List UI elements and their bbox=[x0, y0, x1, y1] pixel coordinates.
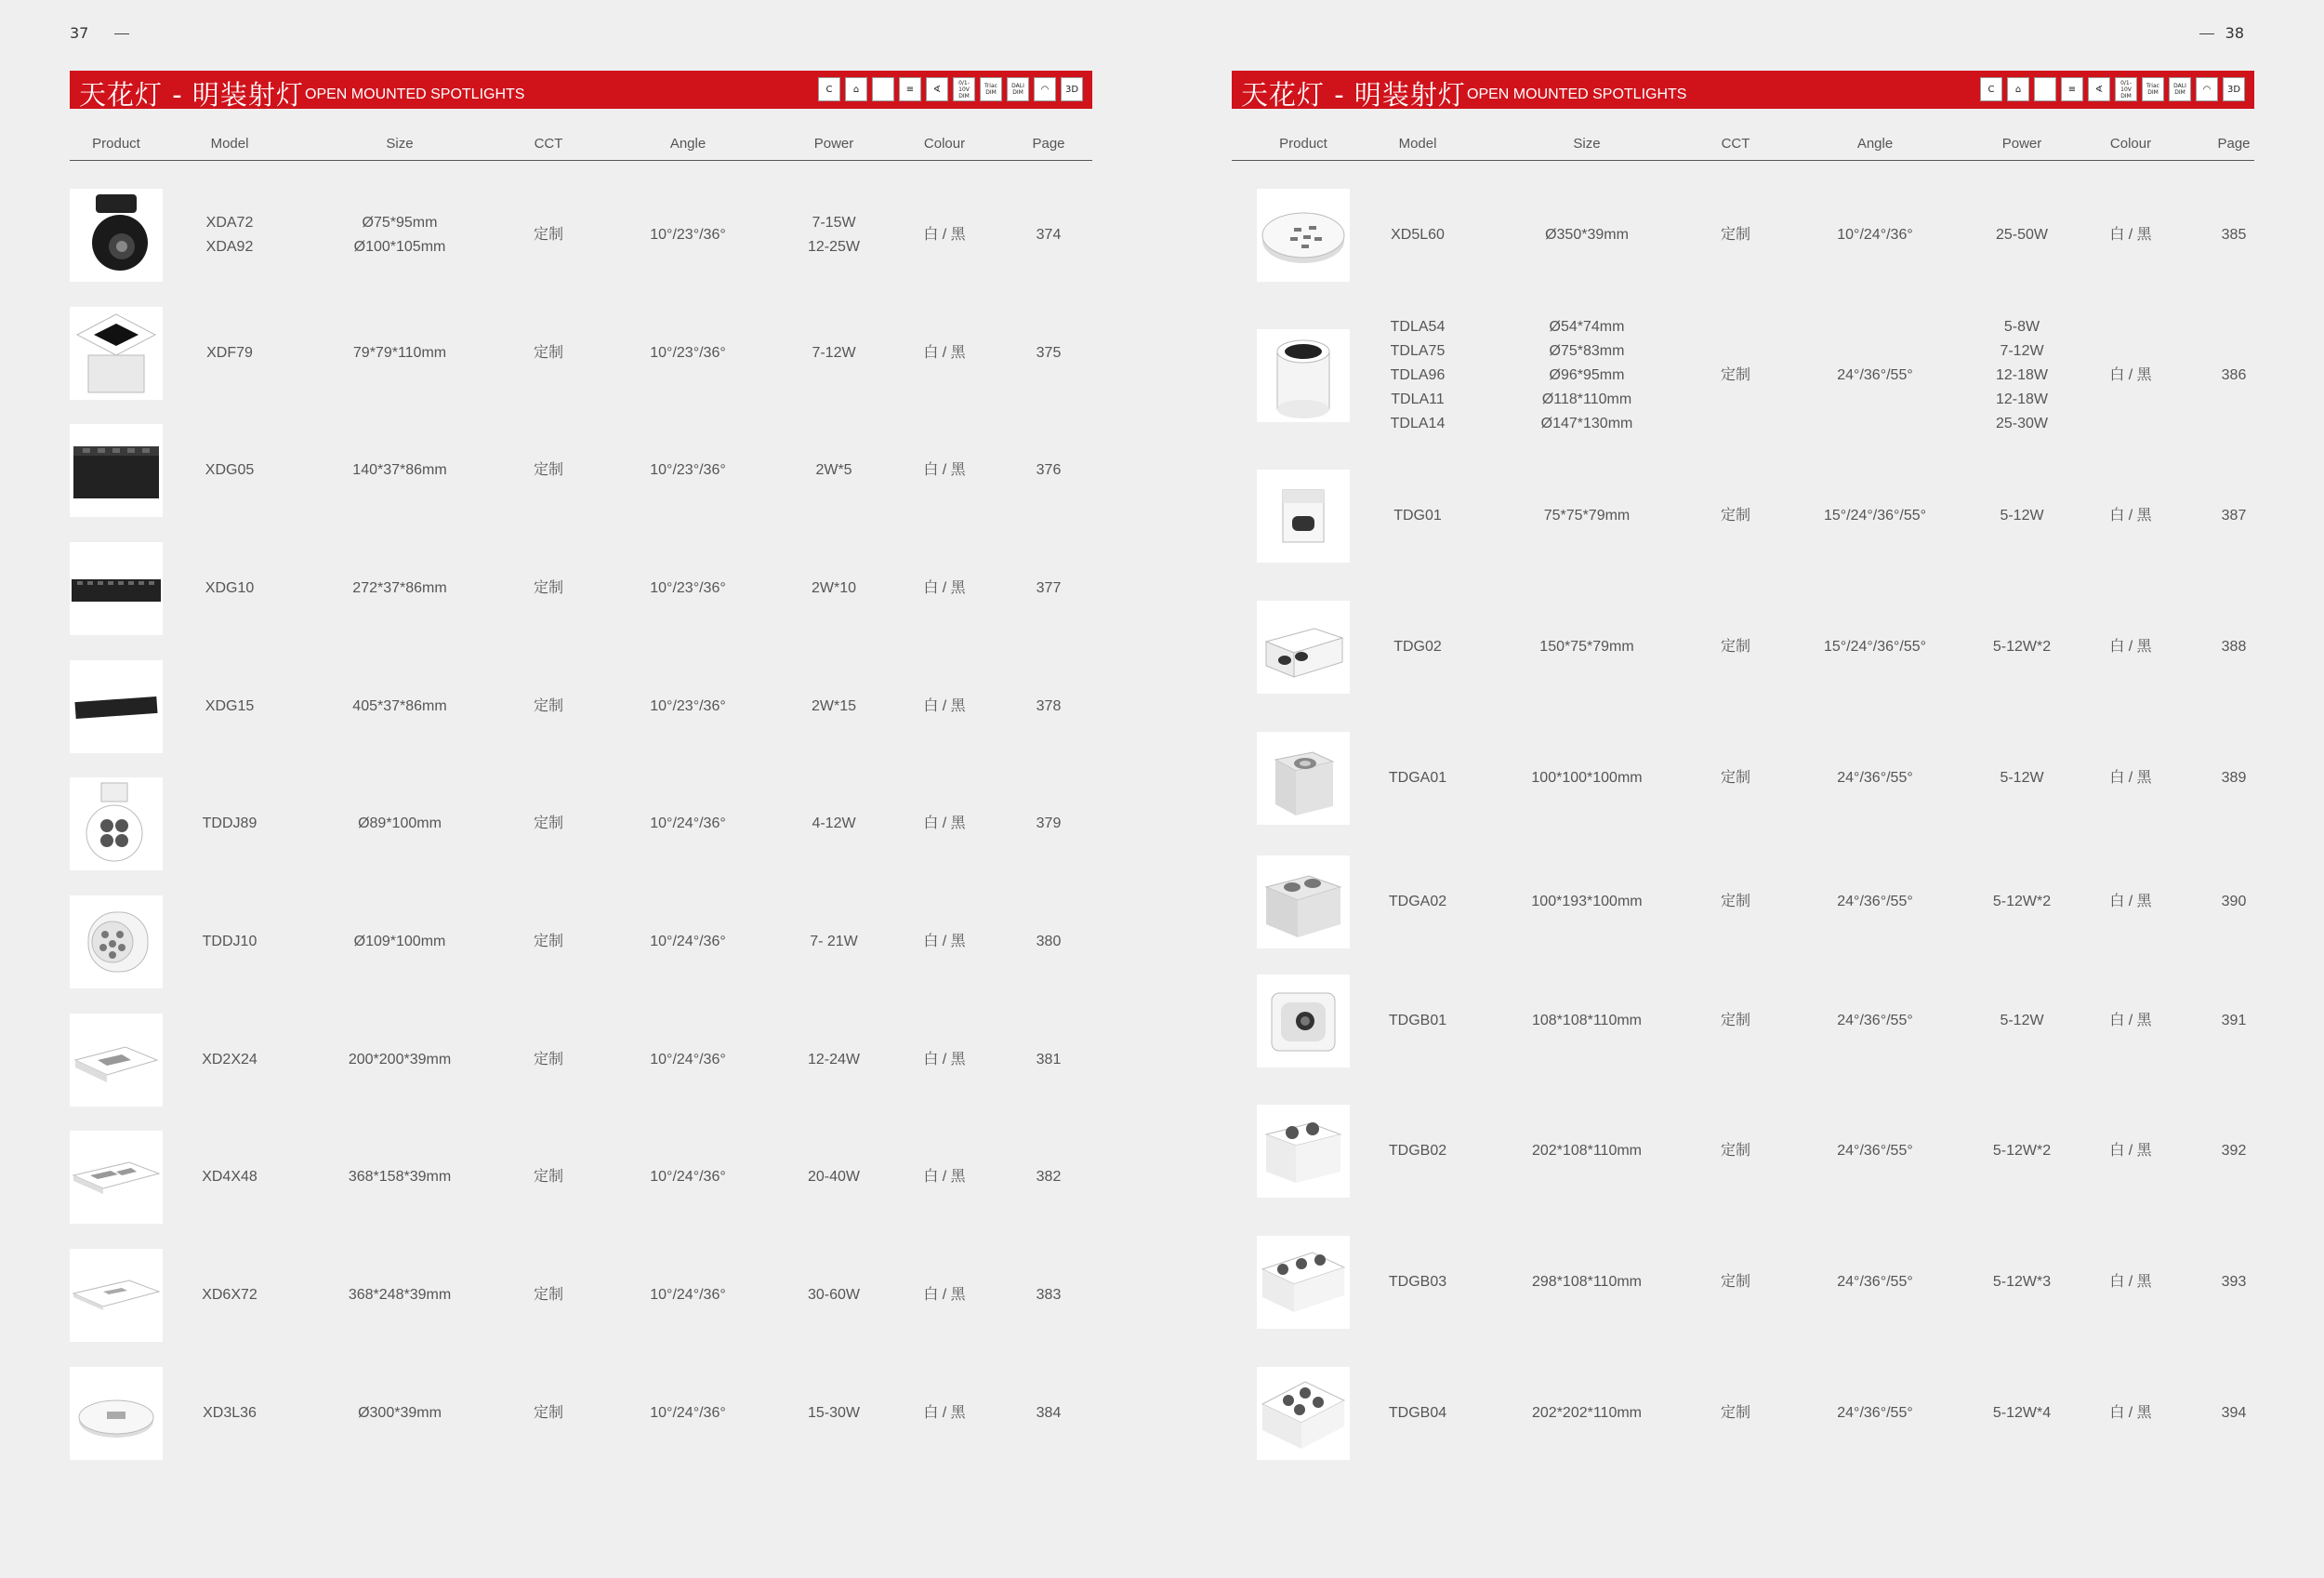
cell-angle: 24°/36°/55° bbox=[1837, 367, 1913, 383]
product-thumbnail bbox=[1257, 601, 1350, 694]
cell-page: 377 bbox=[1036, 580, 1062, 596]
cell-cct: 定制 bbox=[1720, 1274, 1751, 1290]
cell-line: 25-50W bbox=[1995, 227, 2049, 243]
cell-page: 380 bbox=[1036, 934, 1062, 949]
cell-line: 5-12W*2 bbox=[1992, 1143, 2052, 1159]
cell-line: XDA72 bbox=[205, 215, 254, 231]
cell-size bbox=[1532, 1139, 1642, 1163]
cell-angle: 24°/36°/55° bbox=[1837, 1274, 1913, 1290]
feature-icons bbox=[818, 77, 1083, 101]
cell-angle: 24°/36°/55° bbox=[1837, 770, 1913, 786]
column-header-colour: Colour bbox=[2109, 136, 2152, 152]
dali-dim-icon: DALI DIM bbox=[2169, 77, 2191, 101]
cell-angle: 10°/23°/36° bbox=[650, 580, 726, 596]
cell-power bbox=[812, 577, 856, 601]
cell-line: 5-12W*2 bbox=[1992, 639, 2052, 655]
cell-line: 298*108*110mm bbox=[1531, 1274, 1643, 1290]
cell-line: 30-60W bbox=[807, 1287, 861, 1303]
house-icon: ⌂ bbox=[2007, 77, 2029, 101]
cell-colour: 白 / 黑 bbox=[923, 580, 966, 596]
blank-icon bbox=[2034, 77, 2056, 101]
cell-angle: 24°/36°/55° bbox=[1837, 894, 1913, 909]
cell-page: 381 bbox=[1036, 1052, 1062, 1067]
cell-line: 5-12W bbox=[2000, 1013, 2044, 1028]
cell-model bbox=[1389, 1270, 1446, 1294]
column-header-model: Model bbox=[210, 136, 249, 152]
cell-page: 383 bbox=[1036, 1287, 1062, 1303]
cell-line: TDLA75 bbox=[1390, 343, 1446, 359]
cell-power bbox=[2000, 766, 2043, 790]
product-thumbnail bbox=[70, 542, 163, 635]
product-thumbnail bbox=[1257, 329, 1350, 422]
cell-power bbox=[2000, 504, 2043, 528]
cell-colour: 白 / 黑 bbox=[923, 1169, 966, 1185]
cell-colour: 白 / 黑 bbox=[2109, 894, 2152, 909]
cell-power bbox=[1993, 1401, 2051, 1426]
cell-power bbox=[812, 695, 856, 719]
product-thumbnail bbox=[1257, 1105, 1350, 1198]
cell-size bbox=[1539, 635, 1633, 659]
product-thumbnail bbox=[1257, 732, 1350, 825]
cell-page: 386 bbox=[2221, 367, 2247, 383]
cell-cct: 定制 bbox=[533, 1287, 564, 1303]
cell-page: 382 bbox=[1036, 1169, 1062, 1185]
cell-cct: 定制 bbox=[1720, 894, 1751, 909]
cell-colour: 白 / 黑 bbox=[2109, 639, 2152, 655]
column-header-size: Size bbox=[386, 136, 414, 152]
cell-line: 150*75*79mm bbox=[1539, 639, 1634, 655]
cell-line: TDLA96 bbox=[1390, 367, 1446, 383]
cell-line: Ø96*95mm bbox=[1549, 367, 1625, 383]
cell-page: 385 bbox=[2221, 227, 2247, 243]
page-number-text: 38 bbox=[2225, 24, 2244, 42]
cell-line: TDGA02 bbox=[1388, 894, 1447, 909]
cell-model bbox=[202, 1048, 257, 1072]
product-thumbnail bbox=[1257, 855, 1350, 948]
cell-line: XD5L60 bbox=[1391, 227, 1445, 243]
cell-angle: 10°/24°/36° bbox=[650, 1405, 726, 1421]
cell-model bbox=[1389, 1009, 1446, 1033]
cell-power bbox=[808, 1165, 860, 1189]
cell-line: 368*158*39mm bbox=[348, 1169, 452, 1185]
cell-model bbox=[205, 458, 254, 483]
cell-size bbox=[1544, 504, 1631, 528]
cell-angle: 24°/36°/55° bbox=[1837, 1143, 1913, 1159]
cell-line: Ø75*83mm bbox=[1549, 343, 1625, 359]
cell-cct: 定制 bbox=[533, 227, 564, 243]
cell-line: 272*37*86mm bbox=[352, 580, 447, 596]
cell-line: 200*200*39mm bbox=[348, 1052, 452, 1067]
cell-line: XDG05 bbox=[205, 462, 255, 478]
product-thumbnail bbox=[1257, 1236, 1350, 1329]
column-header-angle: Angle bbox=[669, 136, 706, 152]
cell-model bbox=[1389, 1139, 1446, 1163]
angle-icon: ∢ bbox=[2088, 77, 2110, 101]
cell-model bbox=[203, 812, 257, 836]
cell-page: 375 bbox=[1036, 345, 1062, 361]
cell-page: 384 bbox=[1036, 1405, 1062, 1421]
cell-page: 379 bbox=[1036, 816, 1062, 831]
3d-icon: 3D bbox=[2223, 77, 2245, 101]
cell-model bbox=[1389, 766, 1446, 790]
cell-model bbox=[1391, 223, 1445, 247]
cell-size bbox=[354, 211, 446, 259]
cell-angle: 10°/24°/36° bbox=[650, 934, 726, 949]
cell-line: 20-40W bbox=[807, 1169, 861, 1185]
cell-cct: 定制 bbox=[533, 580, 564, 596]
cell-line: 7- 21W bbox=[810, 934, 858, 949]
section-banner bbox=[70, 71, 1092, 109]
product-thumbnail bbox=[1257, 975, 1350, 1067]
cell-line: XDA92 bbox=[205, 239, 254, 255]
dim-0-10v-icon: 0/1-10V DIM bbox=[2115, 77, 2137, 101]
cell-model bbox=[205, 577, 254, 601]
cell-colour: 白 / 黑 bbox=[923, 345, 966, 361]
cell-angle: 10°/24°/36° bbox=[650, 1169, 726, 1185]
cell-cct: 定制 bbox=[533, 1405, 564, 1421]
3d-icon: 3D bbox=[1061, 77, 1083, 101]
cell-angle: 24°/36°/55° bbox=[1837, 1405, 1913, 1421]
cell-cct: 定制 bbox=[1720, 367, 1751, 383]
cell-line: 2W*15 bbox=[811, 698, 857, 714]
cell-power bbox=[812, 812, 855, 836]
cell-colour: 白 / 黑 bbox=[2109, 770, 2152, 786]
cell-colour: 白 / 黑 bbox=[923, 934, 966, 949]
product-thumbnail bbox=[70, 424, 163, 517]
cell-line: XD3L36 bbox=[203, 1405, 257, 1421]
cell-line: 368*248*39mm bbox=[348, 1287, 452, 1303]
cell-power bbox=[2000, 1009, 2043, 1033]
cell-line: XD6X72 bbox=[202, 1287, 257, 1303]
cell-angle: 10°/23°/36° bbox=[650, 345, 726, 361]
column-header-cct: CCT bbox=[534, 136, 563, 152]
cell-line: Ø118*110mm bbox=[1541, 391, 1632, 407]
cell-line: 2W*10 bbox=[811, 580, 857, 596]
cell-page: 393 bbox=[2221, 1274, 2247, 1290]
left-catalog-page bbox=[70, 0, 1092, 1578]
feature-icons bbox=[1980, 77, 2245, 101]
cell-cct: 定制 bbox=[1720, 639, 1751, 655]
cell-line: TDGA01 bbox=[1388, 770, 1447, 786]
cell-angle: 10°/24°/36° bbox=[1837, 227, 1913, 243]
cell-model bbox=[203, 930, 257, 954]
cell-page: 378 bbox=[1036, 698, 1062, 714]
ccc-icon: C bbox=[1980, 77, 2002, 101]
dim-0-10v-icon: 0/1-10V DIM bbox=[953, 77, 975, 101]
cell-line: Ø350*39mm bbox=[1545, 227, 1629, 243]
blank-icon bbox=[872, 77, 894, 101]
cell-line: 7-12W bbox=[2000, 343, 2044, 359]
cell-model bbox=[1393, 635, 1442, 659]
cell-line: TDG01 bbox=[1393, 508, 1442, 524]
cell-size bbox=[1531, 766, 1642, 790]
cell-angle: 24°/36°/55° bbox=[1837, 1013, 1913, 1028]
cell-line: Ø100*105mm bbox=[353, 239, 446, 255]
cell-line: 15-30W bbox=[807, 1405, 861, 1421]
cell-cct: 定制 bbox=[533, 816, 564, 831]
cell-cct: 定制 bbox=[1720, 1143, 1751, 1159]
cell-page: 388 bbox=[2221, 639, 2247, 655]
product-thumbnail bbox=[70, 777, 163, 870]
cell-power bbox=[1996, 223, 2048, 247]
cell-page: 392 bbox=[2221, 1143, 2247, 1159]
cell-size bbox=[1532, 1270, 1642, 1294]
cell-line: 25-30W bbox=[1995, 416, 2049, 431]
cell-line: 405*37*86mm bbox=[352, 698, 447, 714]
cell-size bbox=[353, 341, 446, 365]
cell-power bbox=[810, 930, 858, 954]
cell-size bbox=[1531, 890, 1642, 914]
ccc-icon: C bbox=[818, 77, 840, 101]
cell-power bbox=[1993, 890, 2051, 914]
cell-size bbox=[352, 458, 446, 483]
section-title-cn: 天花灯 - 明装射灯 bbox=[79, 79, 304, 111]
triac-dim-icon: Triac DIM bbox=[2142, 77, 2164, 101]
product-thumbnail bbox=[70, 1131, 163, 1224]
cell-size bbox=[352, 577, 446, 601]
cell-size bbox=[1532, 1009, 1642, 1033]
cell-cct: 定制 bbox=[1720, 1013, 1751, 1028]
column-header-product: Product bbox=[1279, 136, 1327, 152]
cell-page: 389 bbox=[2221, 770, 2247, 786]
cell-page: 390 bbox=[2221, 894, 2247, 909]
cell-line: 7-12W bbox=[812, 345, 856, 361]
cell-page: 394 bbox=[2221, 1405, 2247, 1421]
cell-page: 391 bbox=[2221, 1013, 2247, 1028]
column-header-product: Product bbox=[92, 136, 140, 152]
column-header-page: Page bbox=[1032, 136, 1065, 152]
cell-angle: 15°/24°/36°/55° bbox=[1823, 508, 1927, 524]
cell-power bbox=[1993, 635, 2051, 659]
cell-line: 5-12W*2 bbox=[1992, 894, 2052, 909]
section-title-en: OPEN MOUNTED SPOTLIGHTS bbox=[1467, 86, 1687, 102]
cell-angle: 10°/23°/36° bbox=[650, 462, 726, 478]
cell-line: 2W*5 bbox=[815, 462, 852, 478]
cell-colour: 白 / 黑 bbox=[2109, 367, 2152, 383]
cell-power bbox=[812, 341, 855, 365]
table-header bbox=[70, 136, 1092, 161]
cell-line: Ø300*39mm bbox=[358, 1405, 442, 1421]
cell-line: 202*108*110mm bbox=[1531, 1143, 1643, 1159]
cell-colour: 白 / 黑 bbox=[923, 1287, 966, 1303]
cell-angle: 10°/23°/36° bbox=[650, 698, 726, 714]
cell-cct: 定制 bbox=[1720, 508, 1751, 524]
cell-colour: 白 / 黑 bbox=[923, 698, 966, 714]
product-thumbnail bbox=[1257, 470, 1350, 563]
cell-line: 5-12W bbox=[2000, 508, 2044, 524]
cell-line: TDDJ10 bbox=[202, 934, 257, 949]
triac-dim-icon: Triac DIM bbox=[980, 77, 1002, 101]
cell-line: 202*202*110mm bbox=[1531, 1405, 1643, 1421]
cell-line: Ø89*100mm bbox=[358, 816, 442, 831]
cell-line: TDGB02 bbox=[1388, 1143, 1447, 1159]
product-thumbnail bbox=[70, 1014, 163, 1107]
house-icon: ⌂ bbox=[845, 77, 867, 101]
cell-power bbox=[815, 458, 852, 483]
cell-line: Ø147*130mm bbox=[1540, 416, 1633, 431]
cell-size bbox=[354, 930, 446, 954]
cell-colour: 白 / 黑 bbox=[923, 227, 966, 243]
cell-line: XD2X24 bbox=[202, 1052, 257, 1067]
cell-angle: 10°/24°/36° bbox=[650, 816, 726, 831]
cell-line: 5-12W bbox=[2000, 770, 2044, 786]
cell-line: 12-18W bbox=[1995, 391, 2049, 407]
cell-size bbox=[1545, 223, 1629, 247]
rotate-icon: ◠ bbox=[1034, 77, 1056, 101]
cell-cct: 定制 bbox=[533, 345, 564, 361]
cell-power bbox=[808, 1048, 860, 1072]
cell-size bbox=[349, 1048, 451, 1072]
cell-line: 5-12W*3 bbox=[1992, 1274, 2052, 1290]
cell-model bbox=[206, 341, 253, 365]
cell-size bbox=[352, 695, 446, 719]
cell-line: 5-12W*4 bbox=[1992, 1405, 2052, 1421]
cell-line: 12-25W bbox=[807, 239, 861, 255]
cell-cct: 定制 bbox=[1720, 770, 1751, 786]
column-header-power: Power bbox=[813, 136, 854, 152]
cell-cct: 定制 bbox=[533, 462, 564, 478]
cell-line: 4-12W bbox=[812, 816, 856, 831]
cell-size bbox=[1541, 315, 1633, 436]
column-header-model: Model bbox=[1398, 136, 1437, 152]
dali-dim-icon: DALI DIM bbox=[1007, 77, 1029, 101]
cell-size bbox=[1532, 1401, 1642, 1426]
column-header-page: Page bbox=[2217, 136, 2251, 152]
cell-colour: 白 / 黑 bbox=[2109, 508, 2152, 524]
cell-colour: 白 / 黑 bbox=[2109, 1013, 2152, 1028]
product-thumbnail bbox=[70, 895, 163, 988]
cell-model bbox=[206, 211, 254, 259]
column-header-colour: Colour bbox=[923, 136, 966, 152]
cell-angle: 10°/23°/36° bbox=[650, 227, 726, 243]
cell-line: TDLA54 bbox=[1390, 319, 1446, 335]
product-thumbnail bbox=[70, 307, 163, 400]
cct-icon: ≡ bbox=[2061, 77, 2083, 101]
cell-colour: 白 / 黑 bbox=[2109, 227, 2152, 243]
column-header-angle: Angle bbox=[1856, 136, 1894, 152]
cell-model bbox=[202, 1165, 257, 1189]
cell-page: 376 bbox=[1036, 462, 1062, 478]
product-thumbnail bbox=[1257, 189, 1350, 282]
cell-line: TDG02 bbox=[1393, 639, 1442, 655]
cell-line: XDF79 bbox=[206, 345, 253, 361]
cell-line: TDLA11 bbox=[1391, 391, 1445, 407]
cell-line: 12-24W bbox=[807, 1052, 861, 1067]
cell-size bbox=[358, 1401, 442, 1426]
cell-colour: 白 / 黑 bbox=[923, 1052, 966, 1067]
product-thumbnail bbox=[70, 189, 163, 282]
cell-power bbox=[808, 1283, 860, 1307]
column-header-size: Size bbox=[1573, 136, 1601, 152]
cell-line: Ø109*100mm bbox=[353, 934, 446, 949]
cell-line: Ø54*74mm bbox=[1549, 319, 1625, 335]
cell-line: XDG10 bbox=[205, 580, 255, 596]
cell-line: 100*193*100mm bbox=[1531, 894, 1643, 909]
cell-line: 108*108*110mm bbox=[1531, 1013, 1643, 1028]
cell-cct: 定制 bbox=[533, 934, 564, 949]
rotate-icon: ◠ bbox=[2196, 77, 2218, 101]
product-thumbnail bbox=[70, 660, 163, 753]
product-thumbnail bbox=[70, 1367, 163, 1460]
cell-angle: 15°/24°/36°/55° bbox=[1823, 639, 1927, 655]
cell-cct: 定制 bbox=[533, 698, 564, 714]
cell-line: 100*100*100mm bbox=[1531, 770, 1643, 786]
cell-page: 374 bbox=[1036, 227, 1062, 243]
cell-model bbox=[1393, 504, 1442, 528]
cell-line: 140*37*86mm bbox=[352, 462, 447, 478]
cell-model bbox=[1389, 1401, 1446, 1426]
cell-power bbox=[808, 211, 860, 259]
cell-line: TDDJ89 bbox=[202, 816, 257, 831]
cell-model bbox=[202, 1283, 257, 1307]
cell-line: 5-8W bbox=[2003, 319, 2040, 335]
cell-colour: 白 / 黑 bbox=[2109, 1274, 2152, 1290]
cell-power bbox=[1993, 1139, 2051, 1163]
cell-colour: 白 / 黑 bbox=[923, 462, 966, 478]
cell-line: 12-18W bbox=[1995, 367, 2049, 383]
cell-size bbox=[358, 812, 442, 836]
column-header-power: Power bbox=[2001, 136, 2042, 152]
cell-size bbox=[349, 1165, 451, 1189]
cell-colour: 白 / 黑 bbox=[2109, 1143, 2152, 1159]
section-banner bbox=[1232, 71, 2254, 109]
cell-page: 387 bbox=[2221, 508, 2247, 524]
cell-cct: 定制 bbox=[533, 1052, 564, 1067]
cell-power bbox=[1996, 315, 2048, 436]
cell-line: 75*75*79mm bbox=[1543, 508, 1631, 524]
cell-cct: 定制 bbox=[1720, 227, 1751, 243]
cell-line: XDG15 bbox=[205, 698, 255, 714]
column-header-cct: CCT bbox=[1721, 136, 1750, 152]
cell-model bbox=[1389, 890, 1446, 914]
cell-colour: 白 / 黑 bbox=[2109, 1405, 2152, 1421]
section-title-en: OPEN MOUNTED SPOTLIGHTS bbox=[305, 86, 525, 102]
cell-line: XD4X48 bbox=[202, 1169, 257, 1185]
page-number-text: 37 bbox=[70, 24, 89, 42]
cell-line: TDLA14 bbox=[1390, 416, 1446, 431]
cell-cct: 定制 bbox=[1720, 1405, 1751, 1421]
cell-angle: 10°/24°/36° bbox=[650, 1052, 726, 1067]
table-header bbox=[1232, 136, 2254, 161]
cell-angle: 10°/24°/36° bbox=[650, 1287, 726, 1303]
cell-colour: 白 / 黑 bbox=[923, 816, 966, 831]
angle-icon: ∢ bbox=[926, 77, 948, 101]
section-title-cn: 天花灯 - 明装射灯 bbox=[1241, 79, 1466, 111]
cct-icon: ≡ bbox=[899, 77, 921, 101]
cell-line: 7-15W bbox=[812, 215, 856, 231]
cell-size bbox=[349, 1283, 451, 1307]
right-catalog-page bbox=[1232, 0, 2254, 1578]
cell-line: Ø75*95mm bbox=[362, 215, 438, 231]
cell-model bbox=[205, 695, 254, 719]
cell-model bbox=[203, 1401, 257, 1426]
cell-line: TDGB01 bbox=[1388, 1013, 1447, 1028]
cell-line: TDGB03 bbox=[1388, 1274, 1447, 1290]
cell-model bbox=[1391, 315, 1446, 436]
cell-colour: 白 / 黑 bbox=[923, 1405, 966, 1421]
product-thumbnail bbox=[70, 1249, 163, 1342]
cell-line: TDGB04 bbox=[1388, 1405, 1447, 1421]
cell-power bbox=[1993, 1270, 2051, 1294]
product-thumbnail bbox=[1257, 1367, 1350, 1460]
cell-power bbox=[808, 1401, 860, 1426]
cell-line: 79*79*110mm bbox=[352, 345, 447, 361]
cell-cct: 定制 bbox=[533, 1169, 564, 1185]
